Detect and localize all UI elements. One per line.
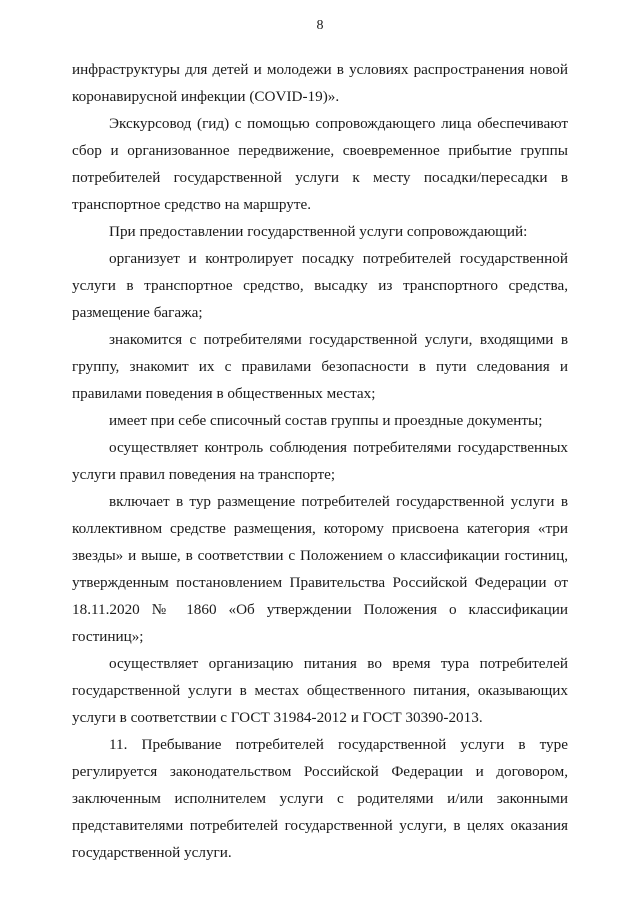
page-number: 8 xyxy=(316,18,324,33)
paragraph-guide-duties: Экскурсовод (гид) с помощью сопровождающего лица обеспечивают сбор и организованное передвижение, своевременное прибытие группы потребителей государственной услуги к месту посадки/пересадки в транспортное средство на маршруте. xyxy=(72,115,568,213)
paragraph-boarding-control: организует и контролирует посадку потребителей государственной услуги в транспортное средство, высадку из транспортного средства, размещение багажа; xyxy=(72,250,568,321)
paragraph-continuation: инфраструктуры для детей и молодежи в условиях распространения новой коронавирусной инфекции (COVID-19)». xyxy=(72,61,568,105)
paragraph-documents: имеет при себе списочный состав группы и проездные документы; xyxy=(109,412,543,429)
paragraph-accommodation: включает в тур размещение потребителей государственной услуги в коллективном средстве размещения, которому присвоена категория «три звезды» и выше, в соответствии с Положением о классификации гостиниц, утвержденным постановлением Правительства Российской Федерации от 18.11.2020 № 1860 «Об утверждении Положения о классификации гостиниц»; xyxy=(72,493,568,645)
paragraph-safety-briefing: знакомится с потребителями государственной услуги, входящими в группу, знакомит их с правилами безопасности в пути следования и правилами поведения в общественных местах; xyxy=(72,331,568,402)
paragraph-item-11: 11. Пребывание потребителей государственной услуги в туре регулируется законодательством Российской Федерации и договором, заключенным исполнителем услуги с родителями и/или законными представителями потребителей государственной услуги, в целях оказания государственной услуги. xyxy=(72,736,568,861)
paragraph-transport-behavior: осуществляет контроль соблюдения потребителями государственных услуги правил поведения на транспорте; xyxy=(72,439,568,483)
paragraph-catering: осуществляет организацию питания во время тура потребителей государственной услуги в местах общественного питания, оказывающих услуги в соответствии с ГОСТ 31984-2012 и ГОСТ 30390-2013. xyxy=(72,655,568,726)
paragraph-escort-intro: При предоставлении государственной услуги сопровождающий: xyxy=(109,223,528,240)
document-body xyxy=(72,56,568,866)
